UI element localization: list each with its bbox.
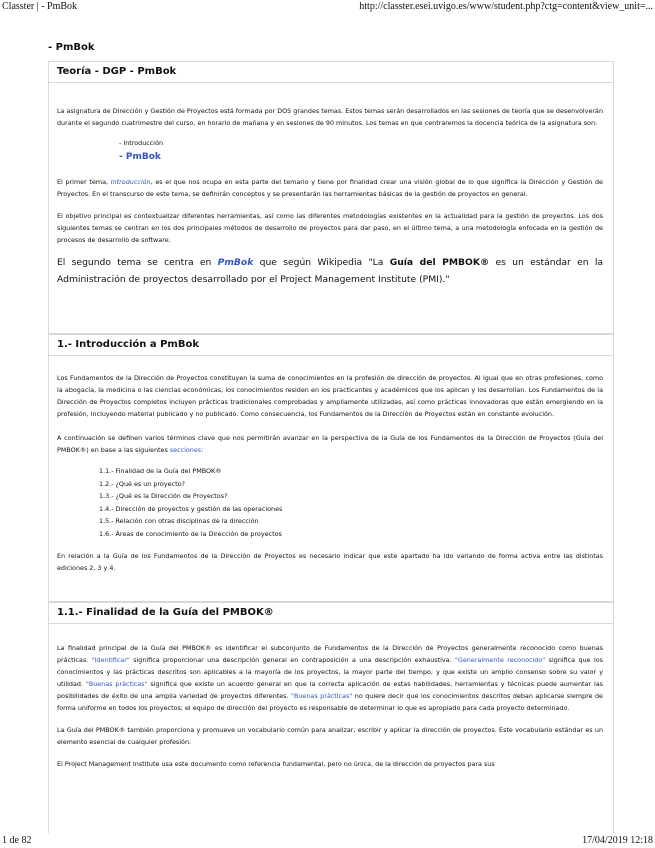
topic-item-pmbok[interactable]: - PmBok [119, 151, 161, 162]
good-practice-term: "Buenas prácticas" [85, 680, 148, 688]
intro-link[interactable]: Introducción [110, 177, 151, 186]
vocabulary-paragraph: La Guía del PMBOK® también proporciona y promueve un vocabulario común para analizar, escribir y aplicar la dirección de proyectos. Este vocabulario estándar es un elemento esencial de cualquier profesión. [57, 726, 603, 746]
section-introduction-header [49, 335, 613, 356]
definitions-paragraph: A continuación se definen varios términos clave que nos permitirán avanzar en la perspectiva de la Guía de los Fundamentos de la Dirección de Proyectos (Guía del PMBOK®) en base a las siguientes secciones: [57, 434, 603, 454]
section-purpose [48, 602, 614, 833]
section-list-item[interactable]: 1.2.- ¿Qué es un proyecto? [99, 479, 185, 488]
print-header-title: Classter | - PmBok [2, 1, 78, 12]
sections-link[interactable]: secciones: [169, 446, 204, 454]
page-counter: 1 de 82 [2, 835, 32, 846]
page-title: - PmBok [48, 42, 95, 53]
section-theory-header [49, 62, 613, 83]
print-header-url: http://classter.esei.uvigo.es/www/student.php?ctg=content&view_unit=... [359, 1, 653, 12]
section-purpose-title: 1.1.- Finalidad de la Guía del PMBOK® [57, 607, 274, 618]
print-datetime: 17/04/2019 12:18 [582, 835, 653, 846]
section-introduction [48, 334, 614, 602]
topic-item-intro: - Introducción [119, 139, 164, 147]
generally-recognized-term: "Generalmente reconocido" [455, 656, 546, 664]
section-list-item[interactable]: 1.3.- ¿Qué es la Dirección de Proyectos? [99, 492, 228, 500]
purpose-paragraph: La finalidad principal de la Guía del PMBOK® es identificar el subconjunto de Fundamentos de la Dirección de Proyectos generalmente reconocido como buenas prácticas. "Identificar" significa proporcionar una descripción general en contraposición a una descripción exhaustiva. "Generalmente reconocido" significa que los conocimientos y las prácticas descritos son aplicables a la mayoría de los proyectos, la mayor parte del tiempo, y que existe un amplio consenso sobre su valor y utilidad. "Buenas prácticas" significa que existe un acuerdo general en que la correcta aplicación de estas habilidades, herramientas y técnicas puede aumentar las posibilidades de éxito de una amplia variedad de proyectos diferentes. "Buenas prácticas" no quiere decir que los conocimientos descritos deban aplicarse siempre de forma uniforme en todos los proyectos; el equipo de dirección del proyecto es responsable de determinar lo que es apropiado para cada proyecto determinado. [57, 644, 604, 712]
section-list-item[interactable]: 1.5.- Relación con otras disciplinas de la dirección [99, 517, 259, 525]
section-purpose-header [49, 603, 613, 624]
editions-paragraph: En relación a la Guía de los Fundamentos de la Dirección de Proyectos es necesario indicar que este apartado ha ido variando de forma activa entre las distintas ediciones 2, 3 y 4. [57, 552, 603, 572]
sections-list [99, 465, 603, 540]
section-list-item[interactable]: 1.1.- Finalidad de la Guía del PMBOK® [99, 467, 222, 475]
pmbok-link[interactable]: PmBok [217, 256, 254, 268]
intro-paragraph: La asignatura de Dirección y Gestión de Proyectos está formada por DOS grandes temas. Estos temas serán desarrollados en las sesiones de teoría que se desenvolverán durante el segundo cuatrimestre del curso, en horario de mañana y en sesiones de 90 minutos. Los temas en que centraremos la docencia teórica de la asignatura son: [57, 107, 603, 127]
objective-paragraph: El objetivo principal es contextualizar diferentes herramientas, así como las diferentes metodologías existentes en la actualidad para la gestión de proyectos. Los dos siguientes temas se centran en los dos principales métodos de desarrollo de proyectos para dar paso, en el último tema, a una metodología enfocada en la gestión de procesos de desarrollo de software. [57, 211, 603, 244]
section-list-item[interactable]: 1.6.- Áreas de conocimiento de la Dirección de proyectos [99, 529, 282, 538]
section-introduction-title: 1.- Introducción a PmBok [57, 339, 199, 350]
print-header [0, 0, 655, 14]
section-theory-title: Teoría - DGP - PmBok [57, 66, 177, 77]
print-footer [0, 834, 655, 848]
section-theory [48, 61, 614, 334]
first-topic-paragraph: El primer tema, Introducción, es el que nos ocupa en esta parte del temario y tiene por finalidad crear una visión global de lo que significa la Dirección y Gestión de Proyectos. En el transcurso de este tema, se definirán conceptos y se presentarán las herramientas básicas de la gestión de proyectos en general. [57, 177, 603, 198]
section-list-item[interactable]: 1.4.- Dirección de proyectos y gestión de las operaciones [99, 504, 283, 513]
identify-term: "Identificar" [91, 656, 130, 664]
topic-list [119, 137, 603, 164]
fundamentals-paragraph: Los Fundamentos de la Dirección de Proyectos constituyen la suma de conocimientos en la profesión de dirección de proyectos. Al igual que en otras profesiones, como la abogacía, la medicina o las ciencias económicas, los conocimientos residen en los practicantes y académicos que los aplican y los desarrollan. Los Fundamentos de la Dirección de Proyectos completos incluyen prácticas tradicionales comprobadas y ampliamente utilizadas, así como prácticas innovadoras que están emergiendo en la profesión, incluyendo material publicado y no publicado. Como consecuencia, los Fundamentos de la Dirección de Proyectos están en constante evolución. [57, 374, 603, 418]
pmi-paragraph: El Project Management Institute usa este documento como referencia fundamental, pero no única, de la dirección de proyectos para sus [57, 760, 495, 768]
good-practice-term-2: "Buenas prácticas" [291, 692, 353, 700]
second-topic-paragraph: El segundo tema se centra en PmBok que según Wikipedia "La Guía del PMBOK® es un estándar en la Administración de proyectos desarrollado por el Project Management Institute (PMI)." [57, 256, 603, 285]
